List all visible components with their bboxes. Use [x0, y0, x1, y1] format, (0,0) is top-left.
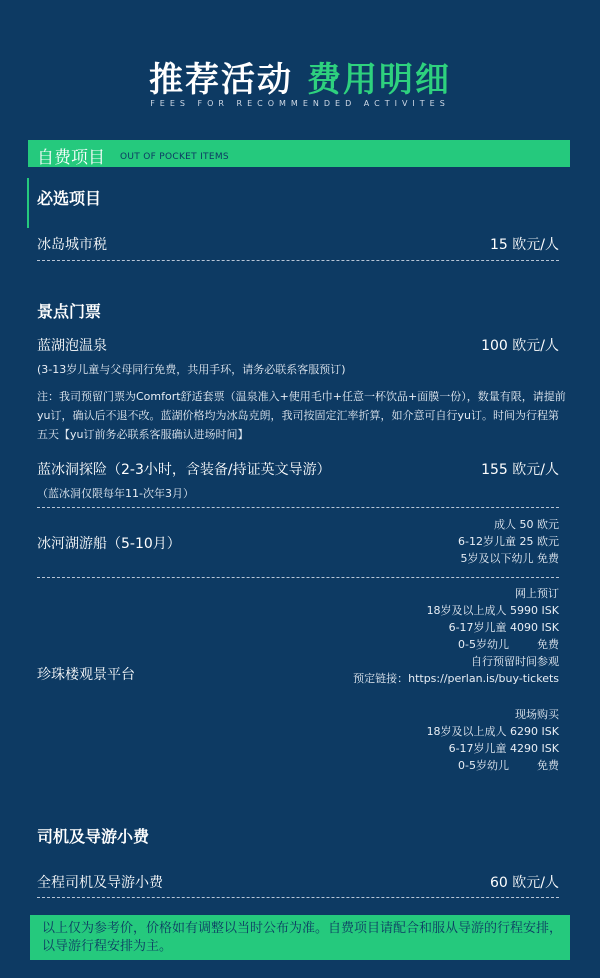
- blue-lagoon-name: 蓝湖泡温泉: [37, 338, 107, 354]
- ice-cave-name: 蓝冰洞探险（2-3小时，含装备/持证英文导游）: [37, 462, 331, 478]
- blue-lagoon-sub: (3-13岁儿童与父母同行免费，共用手环，请务必联系客服预订): [37, 363, 346, 376]
- price-line: 6-12岁儿童 25 欧元: [458, 535, 559, 548]
- tips-name: 全程司机及导游小费: [37, 875, 163, 891]
- perlan-onsite-prices: [427, 706, 559, 774]
- price-line: 18岁及以上成人 6290 ISK: [426, 725, 559, 738]
- price-line: 6-17岁儿童 4290 ISK: [448, 742, 559, 755]
- page-title: [0, 52, 600, 101]
- required-heading: 必选项目: [37, 189, 102, 208]
- title-accent: 费用明细: [307, 60, 451, 100]
- price-line: 成人 50 欧元: [494, 518, 559, 531]
- city-tax-price: 15 欧元/人: [490, 237, 559, 253]
- page-subtitle: FEES FOR RECOMMENDED ACTIVITES: [150, 99, 450, 108]
- divider: [37, 577, 559, 578]
- footer-text: 以上仅为参考价，价格如有调整以当时公布为准。自费项目请配合和服从导游的行程安排，以导游行程安排为主。: [42, 921, 563, 954]
- blue-lagoon-note: 注：我司预留门票为Comfort舒适套票（温泉准入+使用毛巾+任意一杯饮品+面膜一份），数量有限，请提前yu订，确认后不退不改。蓝湖价格均为冰岛克朗，我司按固定汇率折算，如介意可自行yu订。时间为行程第五天【yu订前务必联系客服确认进场时间】: [37, 390, 566, 441]
- accent-line: [27, 178, 29, 228]
- divider: [37, 260, 559, 261]
- footer-note: [30, 915, 570, 960]
- price-line: 预定链接：https://perlan.is/buy-tickets: [353, 672, 559, 685]
- price-line: 5岁及以下幼儿 免费: [460, 552, 559, 565]
- price-line: 0-5岁幼儿 免费: [458, 638, 559, 651]
- tips-heading: 司机及导游小费: [37, 827, 150, 846]
- tickets-heading: 景点门票: [37, 302, 102, 321]
- price-line: 0-5岁幼儿 免费: [458, 759, 559, 772]
- title-main: 推荐活动: [149, 60, 293, 100]
- ice-cave-price: 155 欧元/人: [481, 462, 559, 478]
- blue-lagoon-price: 100 欧元/人: [481, 338, 559, 354]
- section-bar-zh: 自费项目: [37, 148, 105, 168]
- price-line: 18岁及以上成人 5990 ISK: [426, 604, 559, 617]
- section-bar: [28, 140, 570, 167]
- price-line: 6-17岁儿童 4090 ISK: [448, 621, 559, 634]
- perlan-online-prices: [353, 585, 559, 687]
- glacier-boat-prices: [458, 516, 559, 567]
- divider: [37, 507, 559, 508]
- city-tax-name: 冰岛城市税: [37, 237, 107, 253]
- ice-cave-sub: （蓝冰洞仅限每年11-次年3月）: [37, 487, 194, 500]
- price-line: 自行预留时间参观: [471, 655, 559, 668]
- glacier-boat-name: 冰河湖游船（5-10月）: [37, 536, 181, 552]
- section-bar-en: OUT OF POCKET ITEMS: [120, 152, 229, 162]
- divider: [37, 897, 559, 898]
- price-line: 现场购买: [515, 708, 559, 721]
- perlan-name: 珍珠楼观景平台: [37, 667, 135, 683]
- tips-price: 60 欧元/人: [490, 875, 559, 891]
- price-line: 网上预订: [515, 587, 559, 600]
